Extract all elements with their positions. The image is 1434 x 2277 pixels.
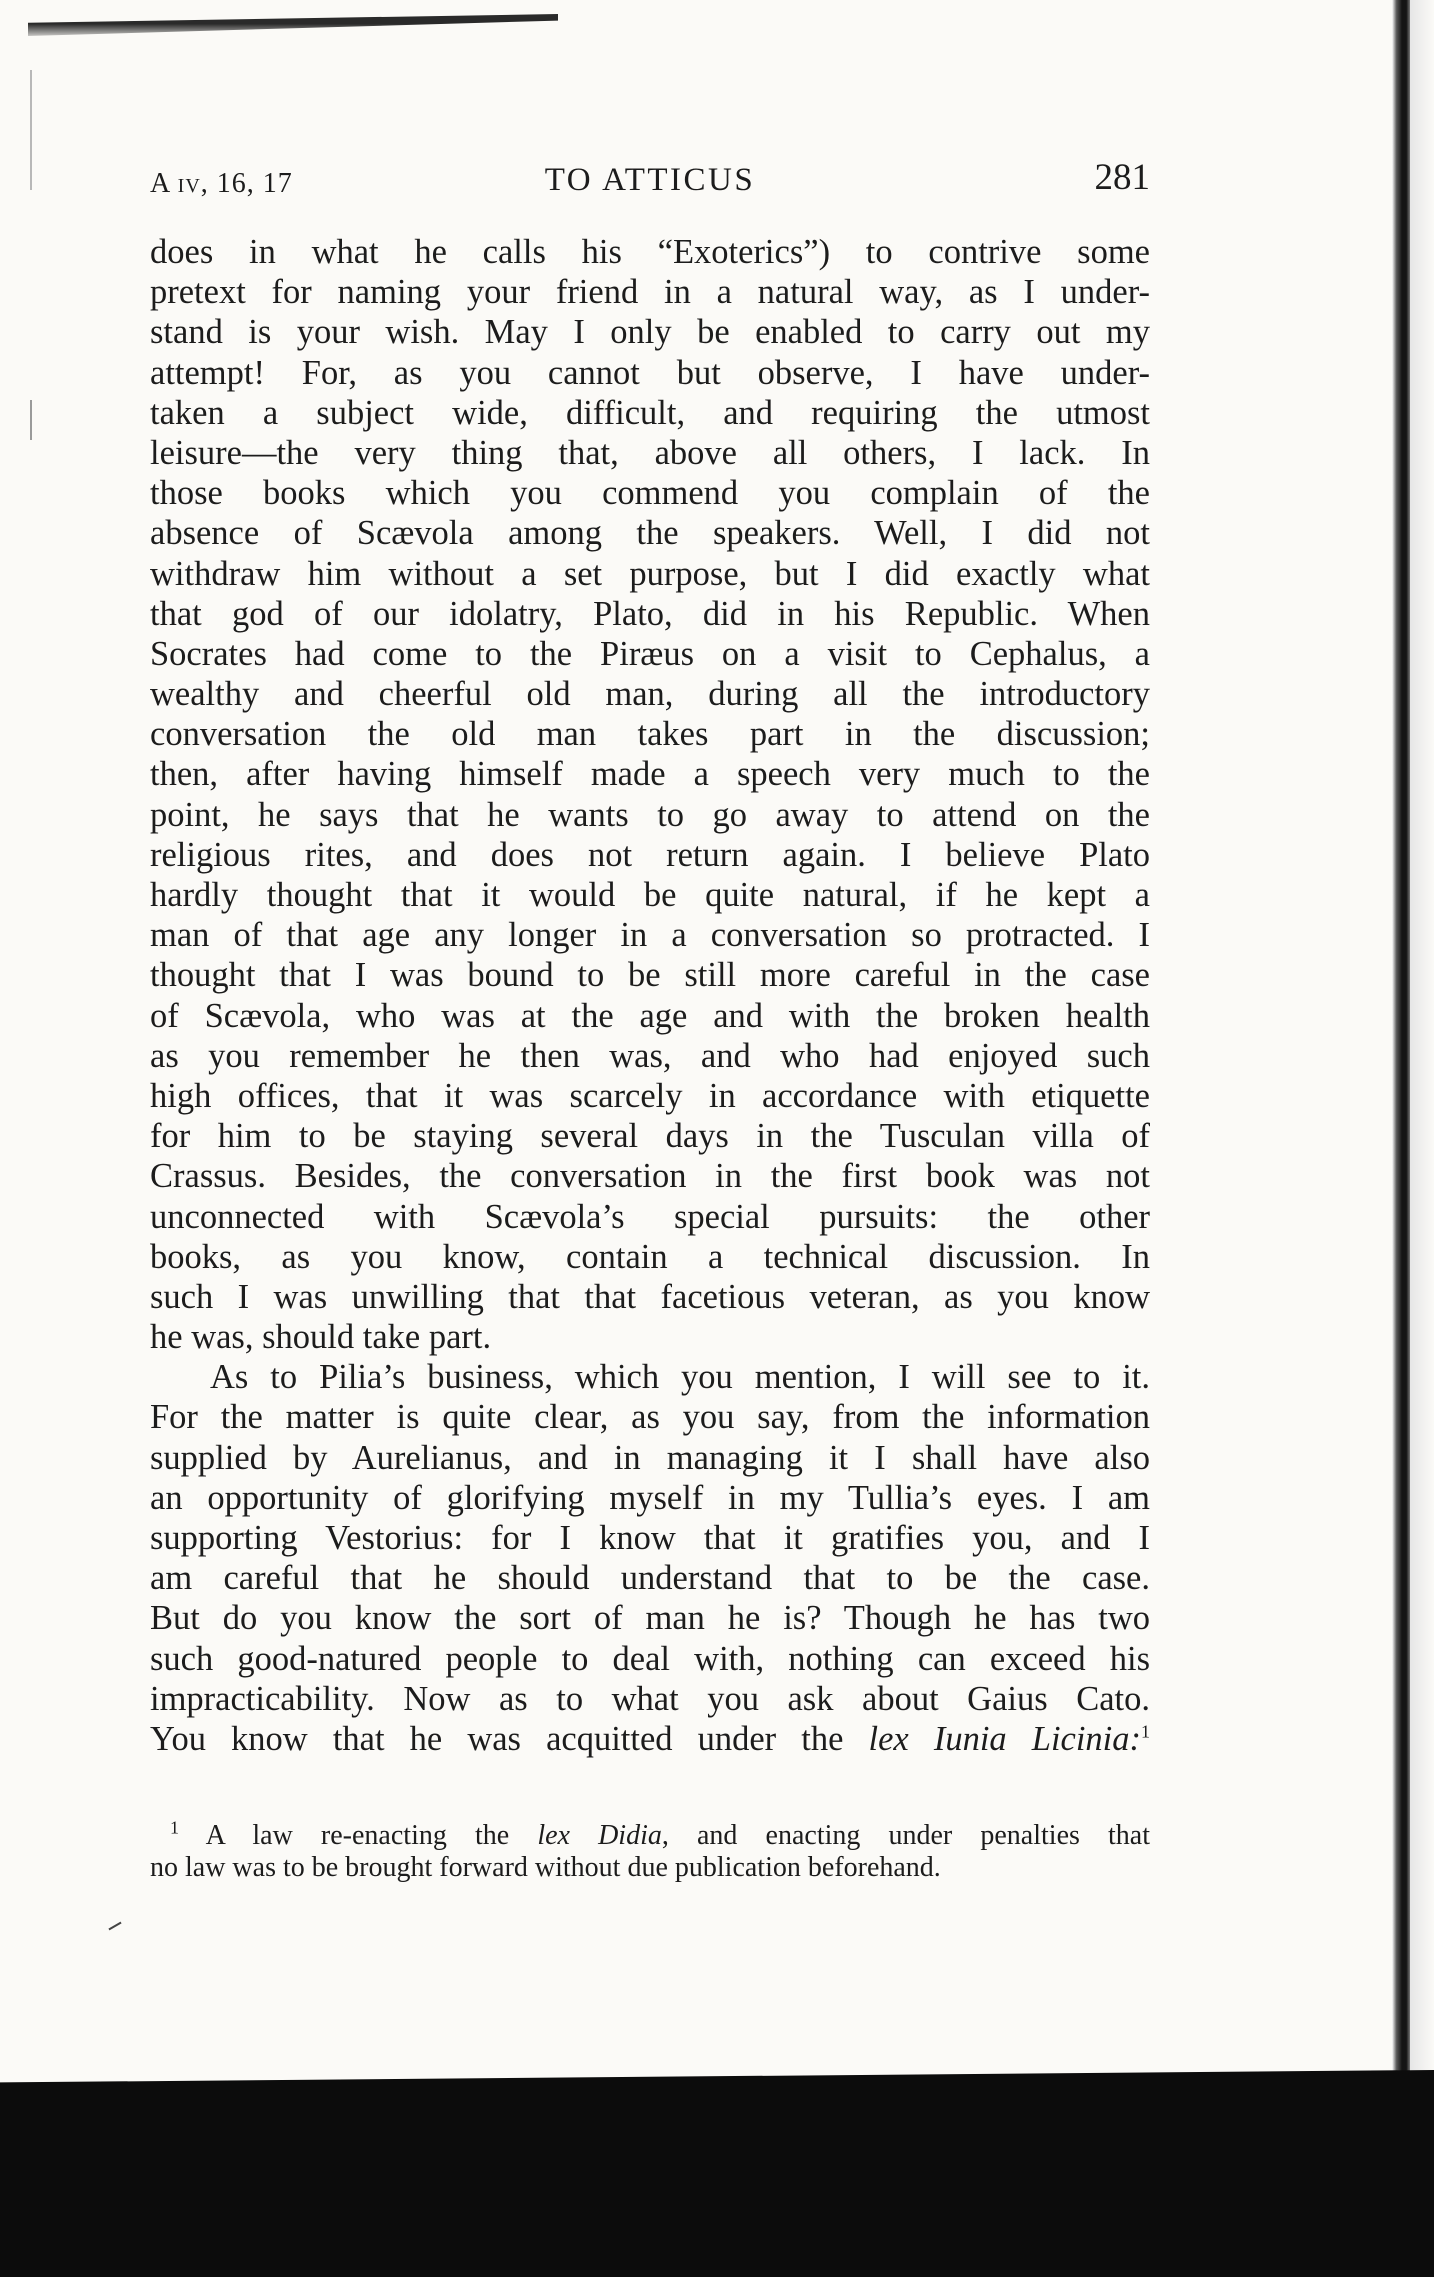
- text-line: point, he says that he wants to go away to attend on the: [150, 795, 1150, 834]
- text-line: attempt! For, as you cannot but observe, I have under-: [150, 353, 1150, 392]
- text-line: for him to be staying several days in the Tusculan villa of: [150, 1117, 1150, 1156]
- text-line: such good-natured people to deal with, nothing can exceed his: [150, 1639, 1150, 1678]
- text-line: an opportunity of glorifying myself in my Tullia’s eyes. I am: [150, 1478, 1150, 1517]
- text-line: leisure—the very thing that, above all others, I lack. In: [150, 433, 1150, 472]
- text-line: conversation the old man takes part in the discussion;: [150, 715, 1150, 754]
- text-line: wealthy and cheerful old man, during all the introductory: [150, 675, 1150, 714]
- page-number: 281: [1094, 157, 1150, 198]
- running-head-title: TO ATTICUS: [544, 162, 756, 198]
- text-line: those books which you commend you complain of the: [150, 474, 1150, 513]
- text-line: unconnected with Scævola’s special pursuits: the other: [150, 1197, 1150, 1236]
- footnote-law-italic: lex Didia: [537, 1820, 662, 1851]
- text-line: of Scævola, who was at the age and with the broken health: [150, 996, 1150, 1035]
- text-line: absence of Scævola among the speakers. Well, I did not: [150, 514, 1150, 553]
- footnote-reference[interactable]: 1: [1141, 1721, 1150, 1742]
- running-head: [150, 152, 1150, 202]
- text-line: For the matter is quite clear, as you say, from the information: [150, 1398, 1150, 1437]
- text-line: taken a subject wide, difficult, and requiring the utmost: [150, 393, 1150, 432]
- text-line: Socrates had come to the Piræus on a visit to Cephalus, a: [150, 634, 1150, 673]
- text-line: Crassus. Besides, the conversation in the first book was not: [150, 1157, 1150, 1196]
- scan-bottom-band: [0, 2070, 1434, 2277]
- text-line: supporting Vestorius: for I know that it gratifies you, and I: [150, 1519, 1150, 1557]
- text-line: withdraw him without a set purpose, but I did exactly what: [150, 554, 1150, 593]
- footnote-number: 1: [170, 1817, 179, 1838]
- text-line: as you remember he then was, and who had enjoyed such: [150, 1036, 1150, 1075]
- scan-right-edge: [1392, 0, 1410, 2080]
- text-line: books, as you know, contain a technical discussion. In: [150, 1237, 1150, 1276]
- scan-top-bar: [28, 14, 558, 36]
- text-line: high offices, that it was scarcely in accordance with etiquette: [150, 1076, 1150, 1115]
- text-line-with-citation: [150, 1719, 1150, 1759]
- footnote-text: , and enacting under penalties that: [661, 1820, 1150, 1851]
- text-line: religious rites, and does not return again. I believe Plato: [150, 835, 1150, 874]
- scan-right-shadow: [1410, 0, 1434, 2080]
- text-line: hardly thought that it would be quite natural, if he kept a: [150, 876, 1150, 914]
- text-line: that god of our idolatry, Plato, did in his Republic. When: [150, 594, 1150, 633]
- text-line: then, after having himself made a speech very much to the: [150, 755, 1150, 794]
- text-line: he was, should take part.: [150, 1318, 492, 1357]
- text-line: thought that I was bound to be still more careful in the case: [150, 956, 1150, 995]
- paragraph-start-line: As to Pilia’s business, which you mention, I will see to it.: [210, 1358, 1150, 1397]
- scan-stray-mark: [108, 1922, 121, 1931]
- footnote: [150, 1817, 1150, 1884]
- text-line: supplied by Aurelianus, and in managing it I shall have also: [150, 1438, 1150, 1477]
- footnote-line: [150, 1817, 1150, 1852]
- text-line: stand is your wish. May I only be enabled to carry out my: [150, 313, 1150, 352]
- text-line: am careful that he should understand that to be the case.: [150, 1559, 1150, 1598]
- text-line: But do you know the sort of man he is? Though he has two: [150, 1599, 1150, 1638]
- text-line: pretext for naming your friend in a natural way, as I under-: [150, 273, 1150, 312]
- body-text: [150, 232, 1150, 1759]
- text-line: man of that age any longer in a conversation so protracted. I: [150, 916, 1150, 955]
- law-name-italic: lex Iunia Licinia:: [868, 1719, 1142, 1758]
- footnote-line: no law was to be brought forward without due publication beforehand.: [150, 1852, 941, 1883]
- running-head-reference: A iv, 16, 17: [150, 168, 293, 199]
- text-line: such I was unwilling that that facetious veteran, as you know: [150, 1277, 1150, 1316]
- scan-left-edge-tick: [30, 400, 32, 440]
- text-line: does in what he calls his “Exoterics”) to contrive some: [150, 233, 1150, 271]
- text-line-lead: You know that he was acquitted under the: [150, 1719, 844, 1758]
- text-line: impracticability. Now as to what you ask about Gaius Cato.: [150, 1679, 1150, 1718]
- footnote-text: A law re-enacting the: [205, 1820, 510, 1851]
- scan-left-edge-line: [30, 70, 32, 190]
